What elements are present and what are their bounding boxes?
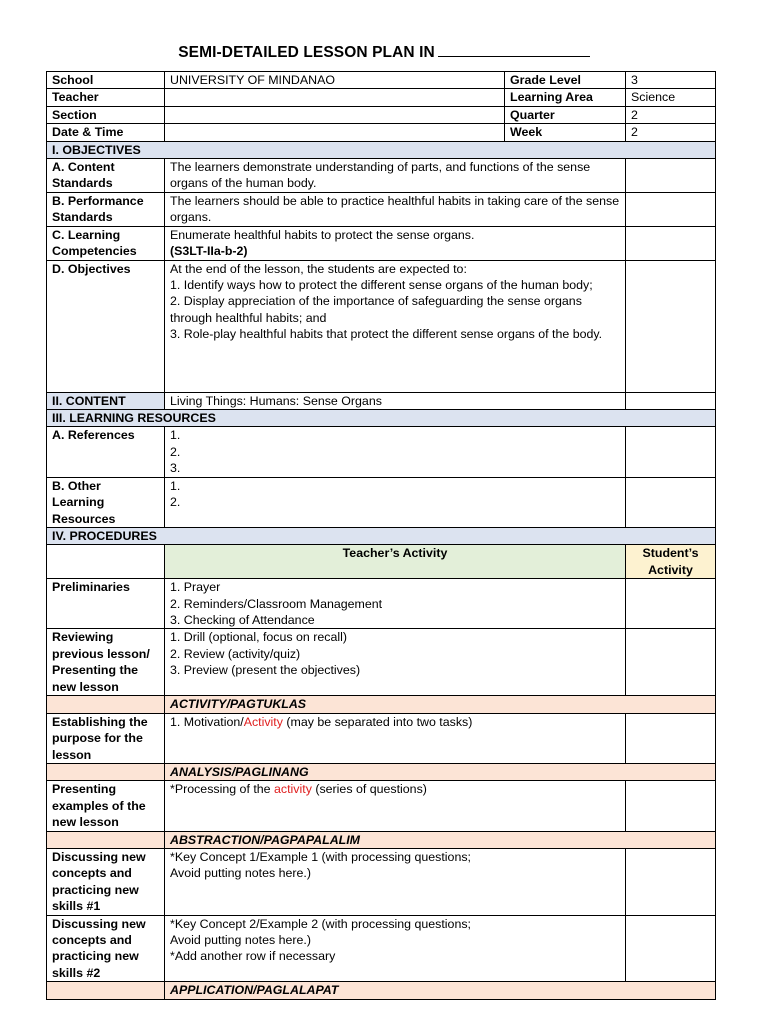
row-references [47,427,716,477]
row-discussing-2 [47,915,716,982]
content-standards-label: A. Content Standards [47,159,165,193]
week-label: Week [505,124,626,141]
discussing-1-student [626,849,716,916]
content-standards-notes [626,159,716,193]
row-other-resources [47,477,716,527]
page-title-text: SEMI-DETAILED LESSON PLAN IN [178,44,435,61]
datetime-label: Date & Time [47,124,165,141]
reviewing-student [626,629,716,696]
phase-activity [47,696,716,713]
performance-standards-label: B. Performance Standards [47,192,165,226]
competencies-label: C. Learning Competencies [47,226,165,260]
section-value [165,106,505,123]
teacher-activity-header: Teacher’s Activity [165,545,626,579]
reviewing-list: 1. Drill (optional, focus on recall) 2. Review (activity/quiz) 3. Preview (present the objectives) [165,629,626,696]
page-title [0,42,768,62]
row-objectives [47,260,716,392]
info-row-school [47,72,716,89]
objectives-list: At the end of the lesson, the students are expected to: 1. Identify ways how to protect the different sense organs of the human body; 2. Display appreciation of the importance of safeguarding the sense organs through healthful habits; and 3. Role-play healthful habits that protect the different sense organs of the body. [165,260,626,392]
blank-header-cell [47,545,165,579]
content-standards-text: The learners demonstrate understanding of parts, and functions of the sense organs of the human body. [165,159,626,193]
other-resources-notes [626,477,716,527]
phase-abstraction-label: ABSTRACTION/PAGPAPALALIM [165,831,716,848]
section-resources [47,410,716,427]
performance-standards-text: The learners should be able to practice healthful habits in taking care of the sense organs. [165,192,626,226]
discussing-1-text: *Key Concept 1/Example 1 (with processing questions; Avoid putting notes here.) [165,849,626,916]
competency-code: (S3LT-IIa-b-2) [170,244,248,259]
quarter-label: Quarter [505,106,626,123]
teacher-label: Teacher [47,89,165,106]
objectives-label: D. Objectives [47,260,165,392]
objectives-heading: I. OBJECTIVES [47,141,716,158]
motivation-text: 1. Motivation/Activity (may be separated into two tasks) [165,713,626,763]
info-row-teacher [47,89,716,106]
area-label: Learning Area [505,89,626,106]
resources-heading: III. LEARNING RESOURCES [47,410,716,427]
content-text: Living Things: Humans: Sense Organs [165,392,626,409]
preliminaries-label: Preliminaries [47,579,165,629]
establishing-label: Establishing the purpose for the lesson [47,713,165,763]
week-value: 2 [626,124,716,141]
competencies-notes [626,226,716,260]
phase-analysis [47,763,716,780]
discussing-2-label: Discussing new concepts and practicing new skills #2 [47,915,165,982]
grade-label: Grade Level [505,72,626,89]
performance-standards-notes [626,192,716,226]
row-activity-headers [47,545,716,579]
discussing-2-text: *Key Concept 2/Example 2 (with processing questions; Avoid putting notes here.) *Add another row if necessary [165,915,626,982]
activity-highlight-2: activity [274,782,312,797]
school-label: School [47,72,165,89]
objectives-notes [626,260,716,392]
reviewing-label: Reviewing previous lesson/ Presenting the new lesson [47,629,165,696]
section-procedures [47,527,716,544]
procedures-heading: IV. PROCEDURES [47,527,716,544]
activity-highlight: Activity [243,714,283,729]
row-content [47,392,716,409]
processing-text: *Processing of the activity (series of questions) [165,781,626,831]
school-value: UNIVERSITY OF MINDANAO [165,72,505,89]
content-heading: II. CONTENT [47,392,165,409]
content-notes [626,392,716,409]
preliminaries-student [626,579,716,629]
references-label: A. References [47,427,165,477]
phase-analysis-label: ANALYSIS/PAGLINANG [165,763,716,780]
row-discussing-1 [47,849,716,916]
establishing-student [626,713,716,763]
other-resources-label: B. Other Learning Resources [47,477,165,527]
phase-activity-label: ACTIVITY/PAGTUKLAS [165,696,716,713]
lesson-plan-table [46,71,716,1000]
section-label: Section [47,106,165,123]
competencies-text: Enumerate healthful habits to protect the sense organs. (S3LT-IIa-b-2) [165,226,626,260]
discussing-2-student [626,915,716,982]
quarter-value: 2 [626,106,716,123]
datetime-value [165,124,505,141]
phase-abstraction [47,831,716,848]
section-objectives [47,141,716,158]
row-reviewing [47,629,716,696]
phase-application [47,982,716,999]
references-list: 1. 2. 3. [165,427,626,477]
discussing-1-label: Discussing new concepts and practicing new skills #1 [47,849,165,916]
row-learning-competencies [47,226,716,260]
row-performance-standards [47,192,716,226]
references-notes [626,427,716,477]
row-presenting [47,781,716,831]
info-row-section [47,106,716,123]
presenting-label: Presenting examples of the new lesson [47,781,165,831]
grade-value: 3 [626,72,716,89]
other-resources-list: 1. 2. [165,477,626,527]
teacher-value [165,89,505,106]
row-establishing [47,713,716,763]
presenting-student [626,781,716,831]
subject-blank-line [438,42,590,57]
row-content-standards [47,159,716,193]
area-value: Science [626,89,716,106]
preliminaries-list: 1. Prayer 2. Reminders/Classroom Management 3. Checking of Attendance [165,579,626,629]
student-activity-header: Student’s Activity [626,545,716,579]
row-preliminaries [47,579,716,629]
info-row-datetime [47,124,716,141]
phase-application-label: APPLICATION/PAGLALAPAT [165,982,716,999]
